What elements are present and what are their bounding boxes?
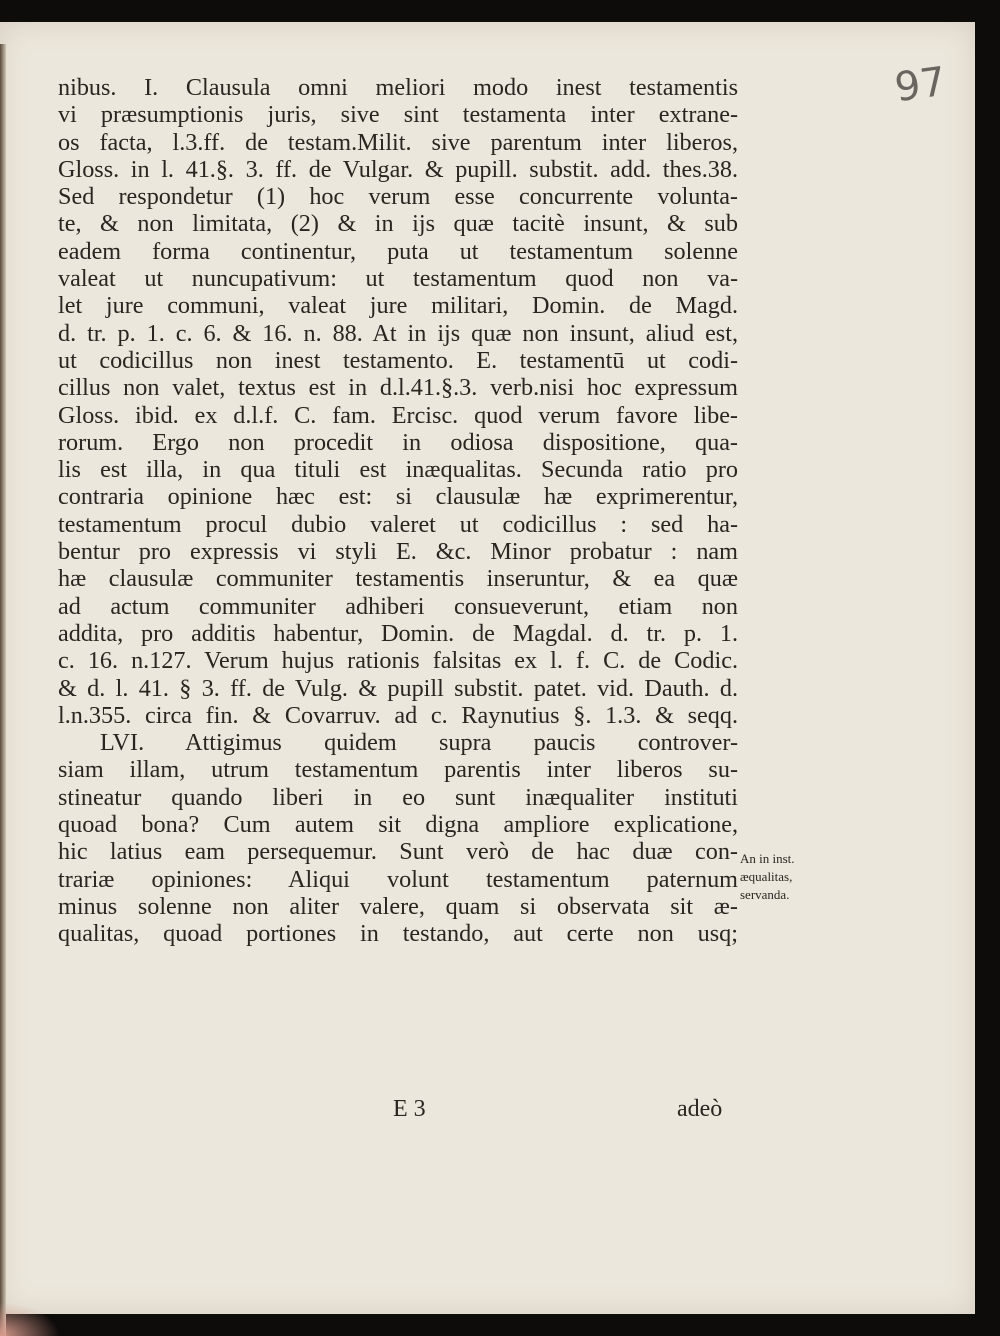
text-line: valeat ut nuncupativum: ut testamentum quod non va-: [58, 265, 738, 293]
signature-mark: E 3: [393, 1096, 426, 1122]
marginal-note: [740, 850, 840, 904]
text-line: hic latius eam persequemur. Sunt verò de hac duæ con-: [58, 838, 738, 866]
text-line: testamentum procul dubio valeret ut codicillus : sed ha-: [58, 510, 738, 538]
corner-stain: [0, 1302, 60, 1336]
section-start-line: LVI. Attigimus quidem supra paucis controver-: [100, 729, 738, 757]
marginal-note-line: servanda.: [740, 887, 790, 902]
scan-border-top: [0, 0, 1000, 22]
text-line: trariæ opiniones: Aliqui volunt testamentum paternum: [58, 865, 738, 893]
text-line: siam illam, utrum testamentum parentis inter liberos su-: [58, 756, 738, 784]
marginal-note-line: An in inst.: [740, 851, 795, 866]
text-line: l.n.355. circa fin. & Covarruv. ad c. Raynutius §. 1.3. & seqq.: [58, 701, 738, 729]
text-line: rorum. Ergo non procedit in odiosa dispositione, qua-: [58, 428, 738, 456]
text-line: & d. l. 41. § 3. ff. de Vulg. & pupill substit. patet. vid. Dauth. d.: [58, 674, 738, 702]
text-line: addita, pro additis habentur, Domin. de Magdal. d. tr. p. 1.: [58, 619, 738, 647]
text-line: c. 16. n.127. Verum hujus rationis falsitas ex l. f. C. de Codic.: [58, 647, 738, 675]
scan-border-right: [975, 0, 1000, 1314]
text-line: contraria opinione hæc est: si clausulæ hæ exprimerentur,: [58, 483, 738, 511]
catchword: adeò: [677, 1096, 723, 1122]
text-line: nibus. I. Clausula omni meliori modo inest testamentis: [58, 74, 738, 101]
text-line: te, & non limitata, (2) & in ijs quæ tacitè insunt, & sub: [58, 210, 738, 238]
text-line: stineatur quando liberi in eo sunt inæqualiter instituti: [58, 783, 738, 811]
text-line: cillus non valet, textus est in d.l.41.§.3. verb.nisi hoc expressum: [58, 374, 738, 402]
text-line: ut codicillus non inest testamento. E. testamentū ut codi-: [58, 346, 738, 374]
main-text-block: [58, 74, 738, 948]
text-line: Gloss. in l. 41.§. 3. ff. de Vulgar. & pupill. substit. add. thes.38.: [58, 155, 738, 183]
text-line: os facta, l.3.ff. de testam.Milit. sive parentum inter liberos,: [58, 128, 738, 156]
text-line: ad actum communiter adhiberi consueverunt, etiam non: [58, 592, 738, 620]
text-line: minus solenne non aliter valere, quam si observata sit æ-: [58, 892, 738, 920]
text-line: vi præsumptionis juris, sive sint testamenta inter extrane-: [58, 101, 738, 129]
text-line: bentur pro expressis vi styli E. &c. Minor probatur : nam: [58, 538, 738, 566]
text-line: hæ clausulæ communiter testamentis inseruntur, & ea quæ: [58, 565, 738, 593]
text-line: d. tr. p. 1. c. 6. & 16. n. 88. At in ijs quæ non insunt, aliud est,: [58, 319, 738, 347]
text-line: eadem forma continentur, puta ut testamentum solenne: [58, 237, 738, 265]
marginal-note-line: æqualitas,: [740, 869, 793, 884]
text-line: Sed respondetur (1) hoc verum esse concurrente volunta-: [58, 183, 738, 211]
folio-number: 97: [892, 58, 949, 112]
text-line: qualitas, quoad portiones in testando, aut certe non usq;: [58, 920, 738, 948]
text-line: Gloss. ibid. ex d.l.f. C. fam. Ercisc. quod verum favore libe-: [58, 401, 738, 429]
text-line: lis est illa, in qua tituli est inæqualitas. Secunda ratio pro: [58, 456, 738, 484]
text-line: quoad bona? Cum autem sit digna ampliore explicatione,: [58, 811, 738, 839]
page-gutter-edge: [0, 44, 6, 1336]
text-line: let jure communi, valeat jure militari, Domin. de Magd.: [58, 292, 738, 320]
